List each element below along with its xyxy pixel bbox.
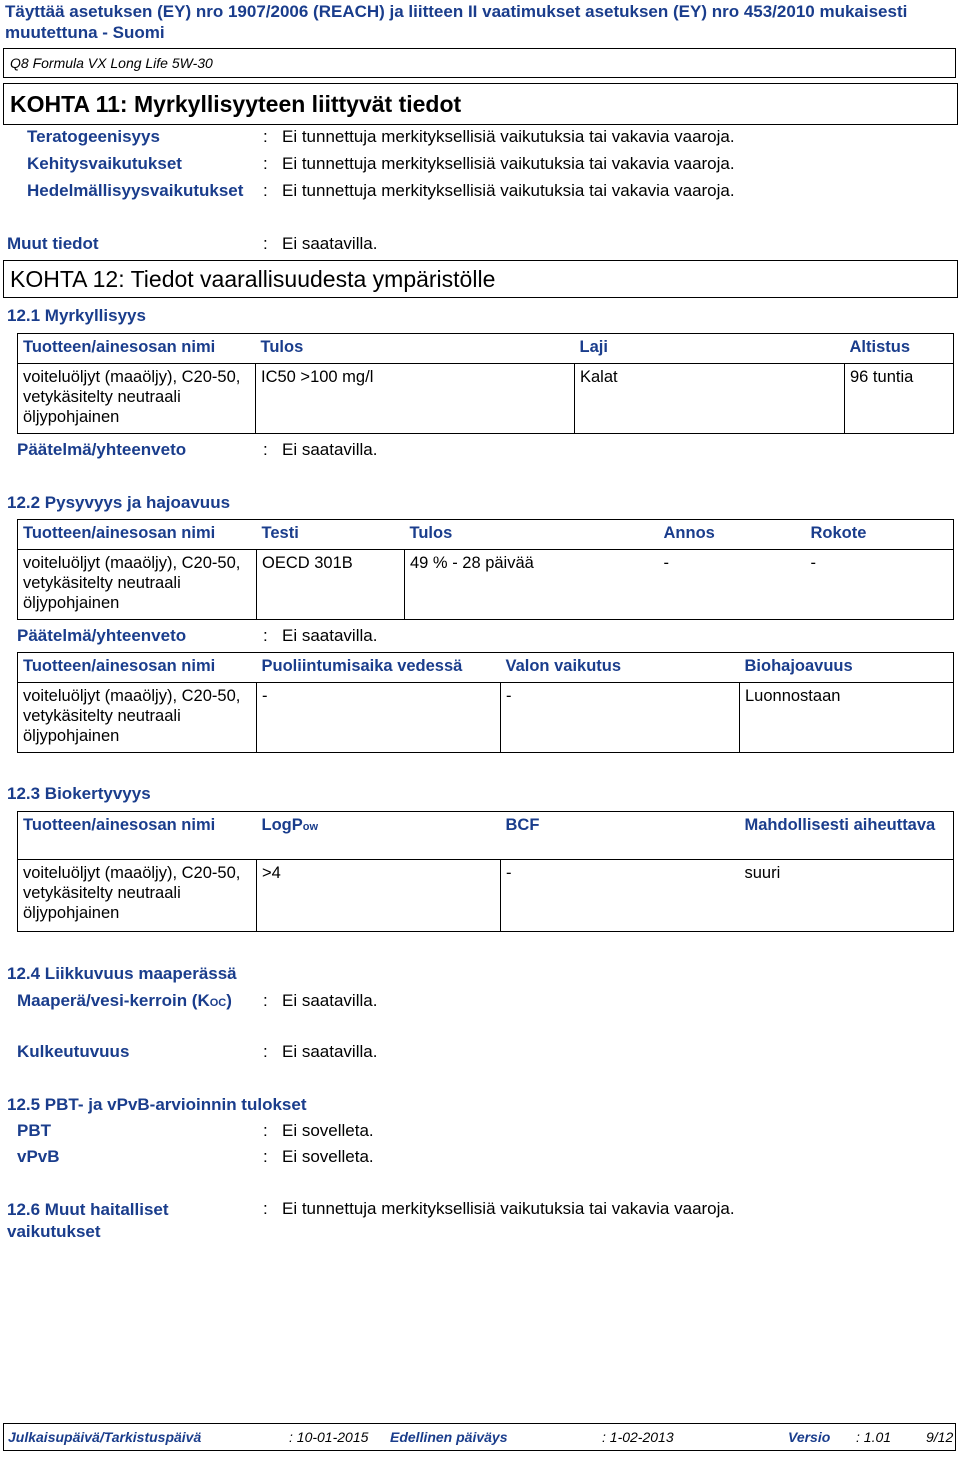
fertility-effects-value: Ei tunnettuja merkityksellisiä vaikutuksia tai vakavia vaaroja. [282, 181, 735, 200]
table-cell: - [257, 683, 501, 753]
table-cell: 96 tuntia [845, 364, 954, 434]
colon: : [263, 154, 268, 173]
degradation-table [17, 652, 954, 753]
previous-date-label: Edellinen päiväys [390, 1429, 508, 1445]
mobility-label: Kulkeutuvuus [17, 1042, 130, 1061]
table-header: BCF [501, 812, 740, 860]
product-name: Q8 Formula VX Long Life 5W-30 [10, 55, 213, 71]
table-cell: voiteluöljyt (maaöljy), C20-50, vetykäsitelty neutraali öljypohjainen [18, 860, 257, 932]
colon: : [263, 127, 268, 146]
version-value: : 1.01 [856, 1429, 892, 1445]
table-cell: 49 % - 28 päivää [405, 550, 659, 620]
table-header: Rokote [806, 520, 954, 550]
table-header: Tuotteen/ainesosan nimi [18, 653, 257, 683]
colon: : [263, 1147, 268, 1166]
page-footer [3, 1423, 956, 1451]
koc-value: Ei saatavilla. [282, 991, 378, 1010]
table-cell: voiteluöljyt (maaöljy), C20-50, vetykäsitelty neutraali öljypohjainen [18, 364, 256, 434]
colon: : [263, 1199, 268, 1218]
table-cell: suuri [740, 860, 954, 932]
persistence-heading: 12.2 Pysyvyys ja hajoavuus [7, 493, 231, 512]
toxicity-heading: 12.1 Myrkyllisyys [7, 306, 146, 325]
persistence-conclusion-value: Ei saatavilla. [282, 626, 378, 645]
header-line-1: Täyttää asetuksen (EY) nro 1907/2006 (REACH) ja liitteen II vaatimukset asetuksen (EY) nro 453/2010 mukaisesti [5, 2, 908, 21]
table-header: Valon vaikutus [501, 653, 740, 683]
table-cell: voiteluöljyt (maaöljy), C20-50, vetykäsitelty neutraali öljypohjainen [18, 683, 257, 753]
table-cell: - [501, 860, 740, 932]
colon: : [263, 991, 268, 1010]
table-header: Tulos [405, 520, 659, 550]
table-header-logpow [257, 812, 501, 860]
persistence-table [17, 519, 954, 620]
table-header: Laji [575, 334, 845, 364]
table-cell: IC50 >100 mg/l [256, 364, 575, 434]
other-effects-value: Ei tunnettuja merkityksellisiä vaikutuksia tai vakavia vaaroja. [282, 1199, 735, 1218]
table-header: Puoliintumisaika vedessä [257, 653, 501, 683]
koc-label [17, 991, 232, 1011]
other-effects-heading-line-1: 12.6 Muut haitalliset [7, 1200, 169, 1219]
table-cell: voiteluöljyt (maaöljy), C20-50, vetykäsitelty neutraali öljypohjainen [18, 550, 257, 620]
teratogenicity-label: Teratogeenisyys [27, 127, 160, 146]
logp-subscript: ow [302, 821, 319, 833]
pbt-label: PBT [17, 1121, 51, 1140]
table-header: Mahdollisesti aiheuttava [740, 812, 954, 860]
koc-label-text: Maaperä/vesi-kerroin (K [17, 991, 210, 1010]
developmental-effects-label: Kehitysvaikutukset [27, 154, 182, 173]
logp-text: LogP [261, 816, 303, 834]
mobility-value: Ei saatavilla. [282, 1042, 378, 1061]
section-11-title-box [3, 83, 958, 125]
persistence-conclusion-label: Päätelmä/yhteenveto [17, 626, 187, 645]
table-header: Tuotteen/ainesosan nimi [18, 812, 257, 860]
colon: : [263, 181, 268, 200]
table-cell: - [659, 550, 806, 620]
table-cell: >4 [257, 860, 501, 932]
table-header: Testi [257, 520, 405, 550]
vpvb-label: vPvB [17, 1147, 60, 1166]
vpvb-value: Ei sovelleta. [282, 1147, 374, 1166]
toxicity-conclusion-value: Ei saatavilla. [282, 440, 378, 459]
bioaccumulation-heading: 12.3 Biokertyvyys [7, 784, 151, 803]
other-effects-heading-line-2: vaikutukset [7, 1222, 101, 1241]
product-name-box [3, 48, 956, 78]
bioaccumulation-table [17, 811, 954, 932]
other-info-label: Muut tiedot [7, 234, 99, 253]
publication-date-label: Julkaisupäivä/Tarkistuspäivä [8, 1429, 202, 1445]
koc-label-close: ) [226, 991, 232, 1010]
fertility-effects-label: Hedelmällisyysvaikutukset [27, 181, 244, 200]
section-11-title: KOHTA 11: Myrkyllisyyteen liittyvät tiedot [10, 91, 462, 117]
table-header: Tuotteen/ainesosan nimi [18, 520, 257, 550]
pbt-heading: 12.5 PBT- ja vPvB-arvioinnin tulokset [7, 1095, 307, 1114]
section-12-title: KOHTA 12: Tiedot vaarallisuudesta ympäristölle [10, 266, 496, 292]
table-header: Annos [659, 520, 806, 550]
table-header: Altistus [845, 334, 954, 364]
table-cell: Kalat [575, 364, 845, 434]
mobility-heading: 12.4 Liikkuvuus maaperässä [7, 964, 237, 983]
developmental-effects-value: Ei tunnettuja merkityksellisiä vaikutuksia tai vakavia vaaroja. [282, 154, 735, 173]
pbt-value: Ei sovelleta. [282, 1121, 374, 1140]
table-cell: - [806, 550, 954, 620]
colon: : [263, 234, 268, 253]
document-header [5, 1, 907, 43]
teratogenicity-value: Ei tunnettuja merkityksellisiä vaikutuksia tai vakavia vaaroja. [282, 127, 735, 146]
table-cell: - [501, 683, 740, 753]
colon: : [263, 1042, 268, 1061]
other-effects-heading [7, 1199, 169, 1243]
version-label: Versio [788, 1429, 831, 1445]
table-cell: Luonnostaan [740, 683, 954, 753]
colon: : [263, 1121, 268, 1140]
colon: : [263, 626, 268, 645]
table-header: Tuotteen/ainesosan nimi [18, 334, 256, 364]
other-info-value: Ei saatavilla. [282, 234, 378, 253]
table-cell: OECD 301B [257, 550, 405, 620]
table-header: Tulos [256, 334, 575, 364]
toxicity-conclusion-label: Päätelmä/yhteenveto [17, 440, 187, 459]
koc-label-subscript: OC [209, 997, 227, 1009]
publication-date-value: : 10-01-2015 [289, 1429, 369, 1445]
header-line-2: muutettuna - Suomi [5, 23, 165, 42]
toxicity-table [17, 333, 954, 434]
colon: : [263, 440, 268, 459]
page-number: 9/12 [926, 1429, 954, 1445]
section-12-title-box [3, 260, 958, 298]
table-header: Biohajoavuus [740, 653, 954, 683]
previous-date-value: : 1-02-2013 [602, 1429, 674, 1445]
